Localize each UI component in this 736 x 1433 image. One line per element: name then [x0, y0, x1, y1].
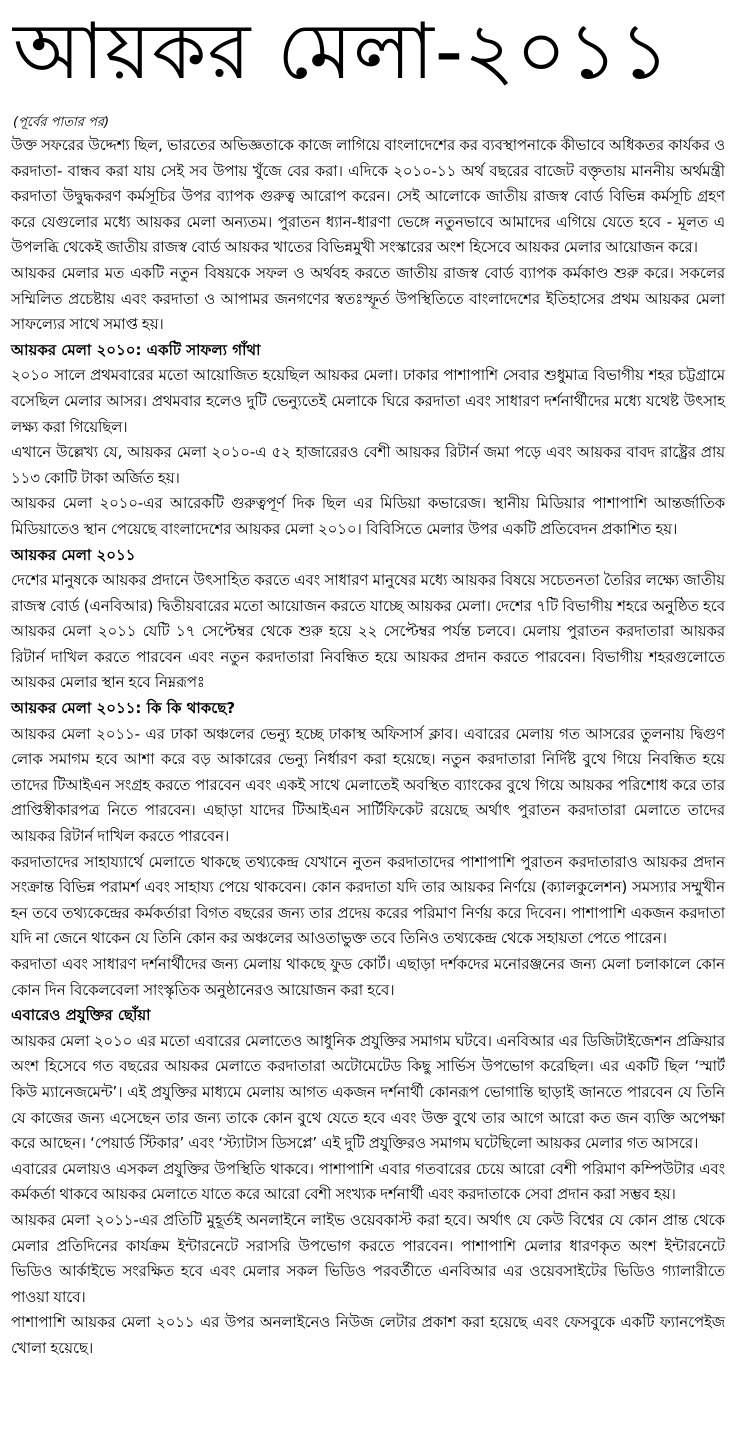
- paragraph: পাশাপাশি আয়কর মেলা ২০১১ এর উপর অনলাইনেও নিউজ লেটার প্রকাশ করা হয়েছে এবং ফেসবুকে একটি ফ্যানপেইজ খোলা হয়েছে।: [11, 1314, 725, 1357]
- paragraph: করদাতাদের সাহায্যার্থে মেলাতে থাকছে তথ্যকেন্দ্র যেখানে নুতন করদাতাদের পাশাপাশি পুরাতন করদাতারাও আয়কর প্রদান সংক্রান্ত বিভিন্ন পরামর্শ এবং সাহায্য পেয়ে থাকবেন। কোন করদাতা যদি তার আয়কর নির্ণয়ে (ক্যালকুলেশন) সমস্যার সম্মুখীন হন তবে তথ্যকেন্দ্রের কর্মকর্তারা বিগত বছরের জন্য তার প্রদেয় করের পরিমাণ নির্ণয় করে দিবেন। পাশাপাশি একজন করদাতা যদি না জেনে থাকেন যে তিনি কোন কর অঞ্চলের আওতাভুক্ত তবে তিনিও তথ্যকেন্দ্র থেকে সহায়তা পেতে পারেন।: [11, 853, 725, 948]
- section-heading: আয়কর মেলা ২০১০: একটি সাফল্য গাঁথা: [11, 340, 261, 359]
- section-heading: আয়কর মেলা ২০১১: কি কি থাকছে?: [11, 699, 236, 718]
- paragraph: ২০১০ সালে প্রথমবারের মতো আয়োজিত হয়েছিল আয়কর মেলা। ঢাকার পাশাপাশি সেবার শুধুমাত্র বিভাগীয় শহর চট্টগ্রামে বসেছিল মেলার আসর। প্রথমবার হলেও দুটি ভেন্যুতেই মেলাকে ঘিরে করদাতা এবং সাধারণ দর্শনার্থীদের মধ্যে যথেষ্ট উৎসাহ লক্ষ্য করা গিয়েছিল।: [11, 367, 725, 436]
- paragraph: করদাতা এবং সাধারণ দর্শনার্থীদের জন্য মেলায় থাকছে ফুড কোর্ট। এছাড়া দর্শকদের মনোরঞ্জনের জন্য মেলা চলাকালে কোন কোন দিন বিকেলবেলা সাংস্কৃতিক অনুষ্ঠানেরও আয়োজন করা হবে।: [11, 956, 725, 999]
- paragraph: আয়কর মেলা ২০১০ এর মতো এবারের মেলাতেও আধুনিক প্রযুক্তির সমাগম ঘটবে। এনবিআর এর ডিজিটাইজেশন প্রক্রিয়ার অংশ হিসেবে গত বছরের আয়কর মেলাতে করদাতারা অটোমেটেড কিছু সার্ভিস উপভোগ করেছিল। এর একটি ছিল ‘স্মার্ট কিউ ম্যানেজমেন্ট’। এই প্রযুক্তির মাধ্যমে মেলায় আগত একজন দর্শনার্থী কোনরূপ ভোগান্তি ছাড়াই জানতে পারবেন যে তিনি যে কাজের জন্য এসেছেন তার জন্য তাকে কোন বুথে যেতে হবে এবং উক্ত বুথে তার আগে আরো কত জন ব্যক্তি অপেক্ষা করে আছেন। ‘পেয়ার্ড স্টিকার’ এবং ‘স্ট্যাটাস ডিসপ্লে’ এই দুটি প্রযুক্তিরও সমাগম ঘটেছিলো আয়কর মেলার গত আসরে।: [11, 1032, 725, 1153]
- paragraph: আয়কর মেলার মত একটি নতুন বিষয়কে সফল ও অর্থবহ করতে জাতীয় রাজস্ব বোর্ড ব্যাপক কর্মকাণ্ড শুরু করে। সকলের সম্মিলিত প্রচেষ্টায় এবং করদাতা ও আপামর জনগণের স্বতঃস্ফূর্ত উপস্থিতিতে বাংলাদেশের ইতিহাসের প্রথম আয়কর মেলা সাফল্যের সাথে সমাপ্ত হয়।: [11, 264, 725, 334]
- paragraph: দেশের মানুষকে আয়কর প্রদানে উৎসাহিত করতে এবং সাধারণ মানুষের মধ্যে আয়কর বিষয়ে সচেতনতা তৈরির লক্ষ্যে জাতীয় রাজস্ব বোর্ড (এনবিআর) দ্বিতীয়বারের মতো আয়োজন করতে যাচ্ছে আয়কর মেলা। দেশের ৭টি বিভাগীয় শহরে অনুষ্ঠিত হবে আয়কর মেলা ২০১১ যেটি ১৭ সেপ্টেম্বর থেকে শুরু হয়ে ২২ সেপ্টেম্বর পর্যন্ত চলবে। মেলায় পুরাতন করদাতারা আয়কর রিটার্ন দাখিল করতে পারবেন এবং নতুন করদাতারা নিবন্ধিত হয়ে আয়কর প্রদান করতে পারবেন। বিভাগীয় শহরগুলোতে আয়কর মেলার স্থান হবে নিম্নরূপঃ: [11, 572, 725, 692]
- paragraph: এখানে উল্লেখ্য যে, আয়কর মেলা ২০১০-এ ৫২ হাজারেরও বেশী আয়কর রিটার্ন জমা পড়ে এবং আয়কর বাবদ রাষ্ট্রের প্রায় ১১৩ কোটি টাকা অর্জিত হয়।: [11, 444, 725, 487]
- paragraph: আয়কর মেলা ২০১১- এর ঢাকা অঞ্চলের ভেন্যু হচ্ছে ঢাকাস্থ অফিসার্স ক্লাব। এবারের মেলায় গত আসরের তুলনায় দ্বিগুণ লোক সমাগম হবে আশা করে বড় আকারের ভেন্যু নির্ধারণ করা হয়েছে। নতুন করদাতারা নির্দিষ্ট বুথে গিয়ে নিবন্ধিত হয়ে তাদের টিআইএন সংগ্রহ করতে পারবেন এবং একই সাথে মেলাতেই অবস্থিত ব্যাংকের বুথে গিয়ে আয়কর পরিশোধ করে তার প্রাপ্তিস্বীকারপত্র নিতে পারবেন। এছাড়া যাদের টিআইএন সার্টিফিকেট রয়েছে অর্থাৎ পুরাতন করদাতারা মেলাতে তাদের আয়কর রিটার্ন দাখিল করতে পারবেন।: [11, 725, 725, 846]
- paragraph: উক্ত সফরের উদ্দেশ্য ছিল, ভারতের অভিজ্ঞতাকে কাজে লাগিয়ে বাংলাদেশের কর ব্যবস্থাপনাকে কীভাবে অধিকতর কার্যকর ও করদাতা- বান্ধব করা যায় সেই সব উপায় খুঁজে বের করা। এদিকে ২০১০-১১ অর্থ বছরের বাজেট বক্তৃতায় মাননীয় অর্থমন্ত্রী করদাতা উদ্বুদ্ধকরণ কর্মসূচির উপর ব্যাপক গুরুত্ব আরোপ করেন। সেই আলোকে জাতীয় রাজস্ব বোর্ড বিভিন্ন কর্মসূচি গ্রহণ করে যেগুলোর মধ্যে আয়কর মেলা অন্যতম। পুরাতন ধ্যান-ধারণা ভেঙ্গে নতুনভাবে আমাদের এগিয়ে যেতে হবে - মূলত এ উপলব্ধি থেকেই জাতীয় রাজস্ব বোর্ড আয়কর খাতের বিভিন্নমুখী সংস্কারের অংশ হিসেবে আয়কর মেলার আয়োজন করে।: [11, 137, 726, 257]
- paragraph: আয়কর মেলা ২০১১-এর প্রতিটি মুহূর্তই অনলাইনে লাইভ ওয়েবকাস্ট করা হবে। অর্থাৎ যে কেউ বিশ্বের যে কোন প্রান্ত থেকে মেলার প্রতিদিনের কার্যক্রম ইন্টারনেটে সরাসরি উপভোগ করতে পারবেন। পাশাপাশি মেলার ধারণকৃত অংশ ইন্টারনেটে ভিডিও আর্কাইভে সংরক্ষিত হবে এবং মেলার সকল ভিডিও পরবর্তীতে এনবিআর এর ওয়েবসাইটের ভিডিও গ্যালারীতে পাওয়া যাবে।: [11, 1211, 725, 1306]
- article-body: [11, 133, 725, 1362]
- paragraph: আয়কর মেলা ২০১০-এর আরেকটি গুরুত্বপূর্ণ দিক ছিল এর মিডিয়া কভারেজ। স্থানীয় মিডিয়ার পাশাপাশি আন্তর্জাতিক মিডিয়াতেও স্থান পেয়েছে বাংলাদেশের আয়কর মেলা ২০১০। বিবিসিতে মেলার উপর একটি প্রতিবেদন প্রকাশিত হয়।: [11, 495, 725, 538]
- continued-note: (পূর্বের পাতার পর): [13, 115, 110, 130]
- section-heading: আয়কর মেলা ২০১১: [11, 545, 136, 564]
- page-title: আয়কর মেলা-২০১১: [13, 7, 671, 97]
- paragraph: এবারের মেলায়ও এসকল প্রযুক্তির উপস্থিতি থাকবে। পাশাপাশি এবার গতবারের চেয়ে আরো বেশী পরিমাণ কম্পিউটার এবং কর্মকর্তা থাকবে আয়কর মেলাতে যাতে করে আরো বেশী সংখ্যক দর্শনার্থী এবং করদাতাকে সেবা প্রদান করা সম্ভব হয়।: [11, 1160, 725, 1204]
- section-heading: এবারেও প্রযুক্তির ছোঁয়া: [11, 1006, 151, 1025]
